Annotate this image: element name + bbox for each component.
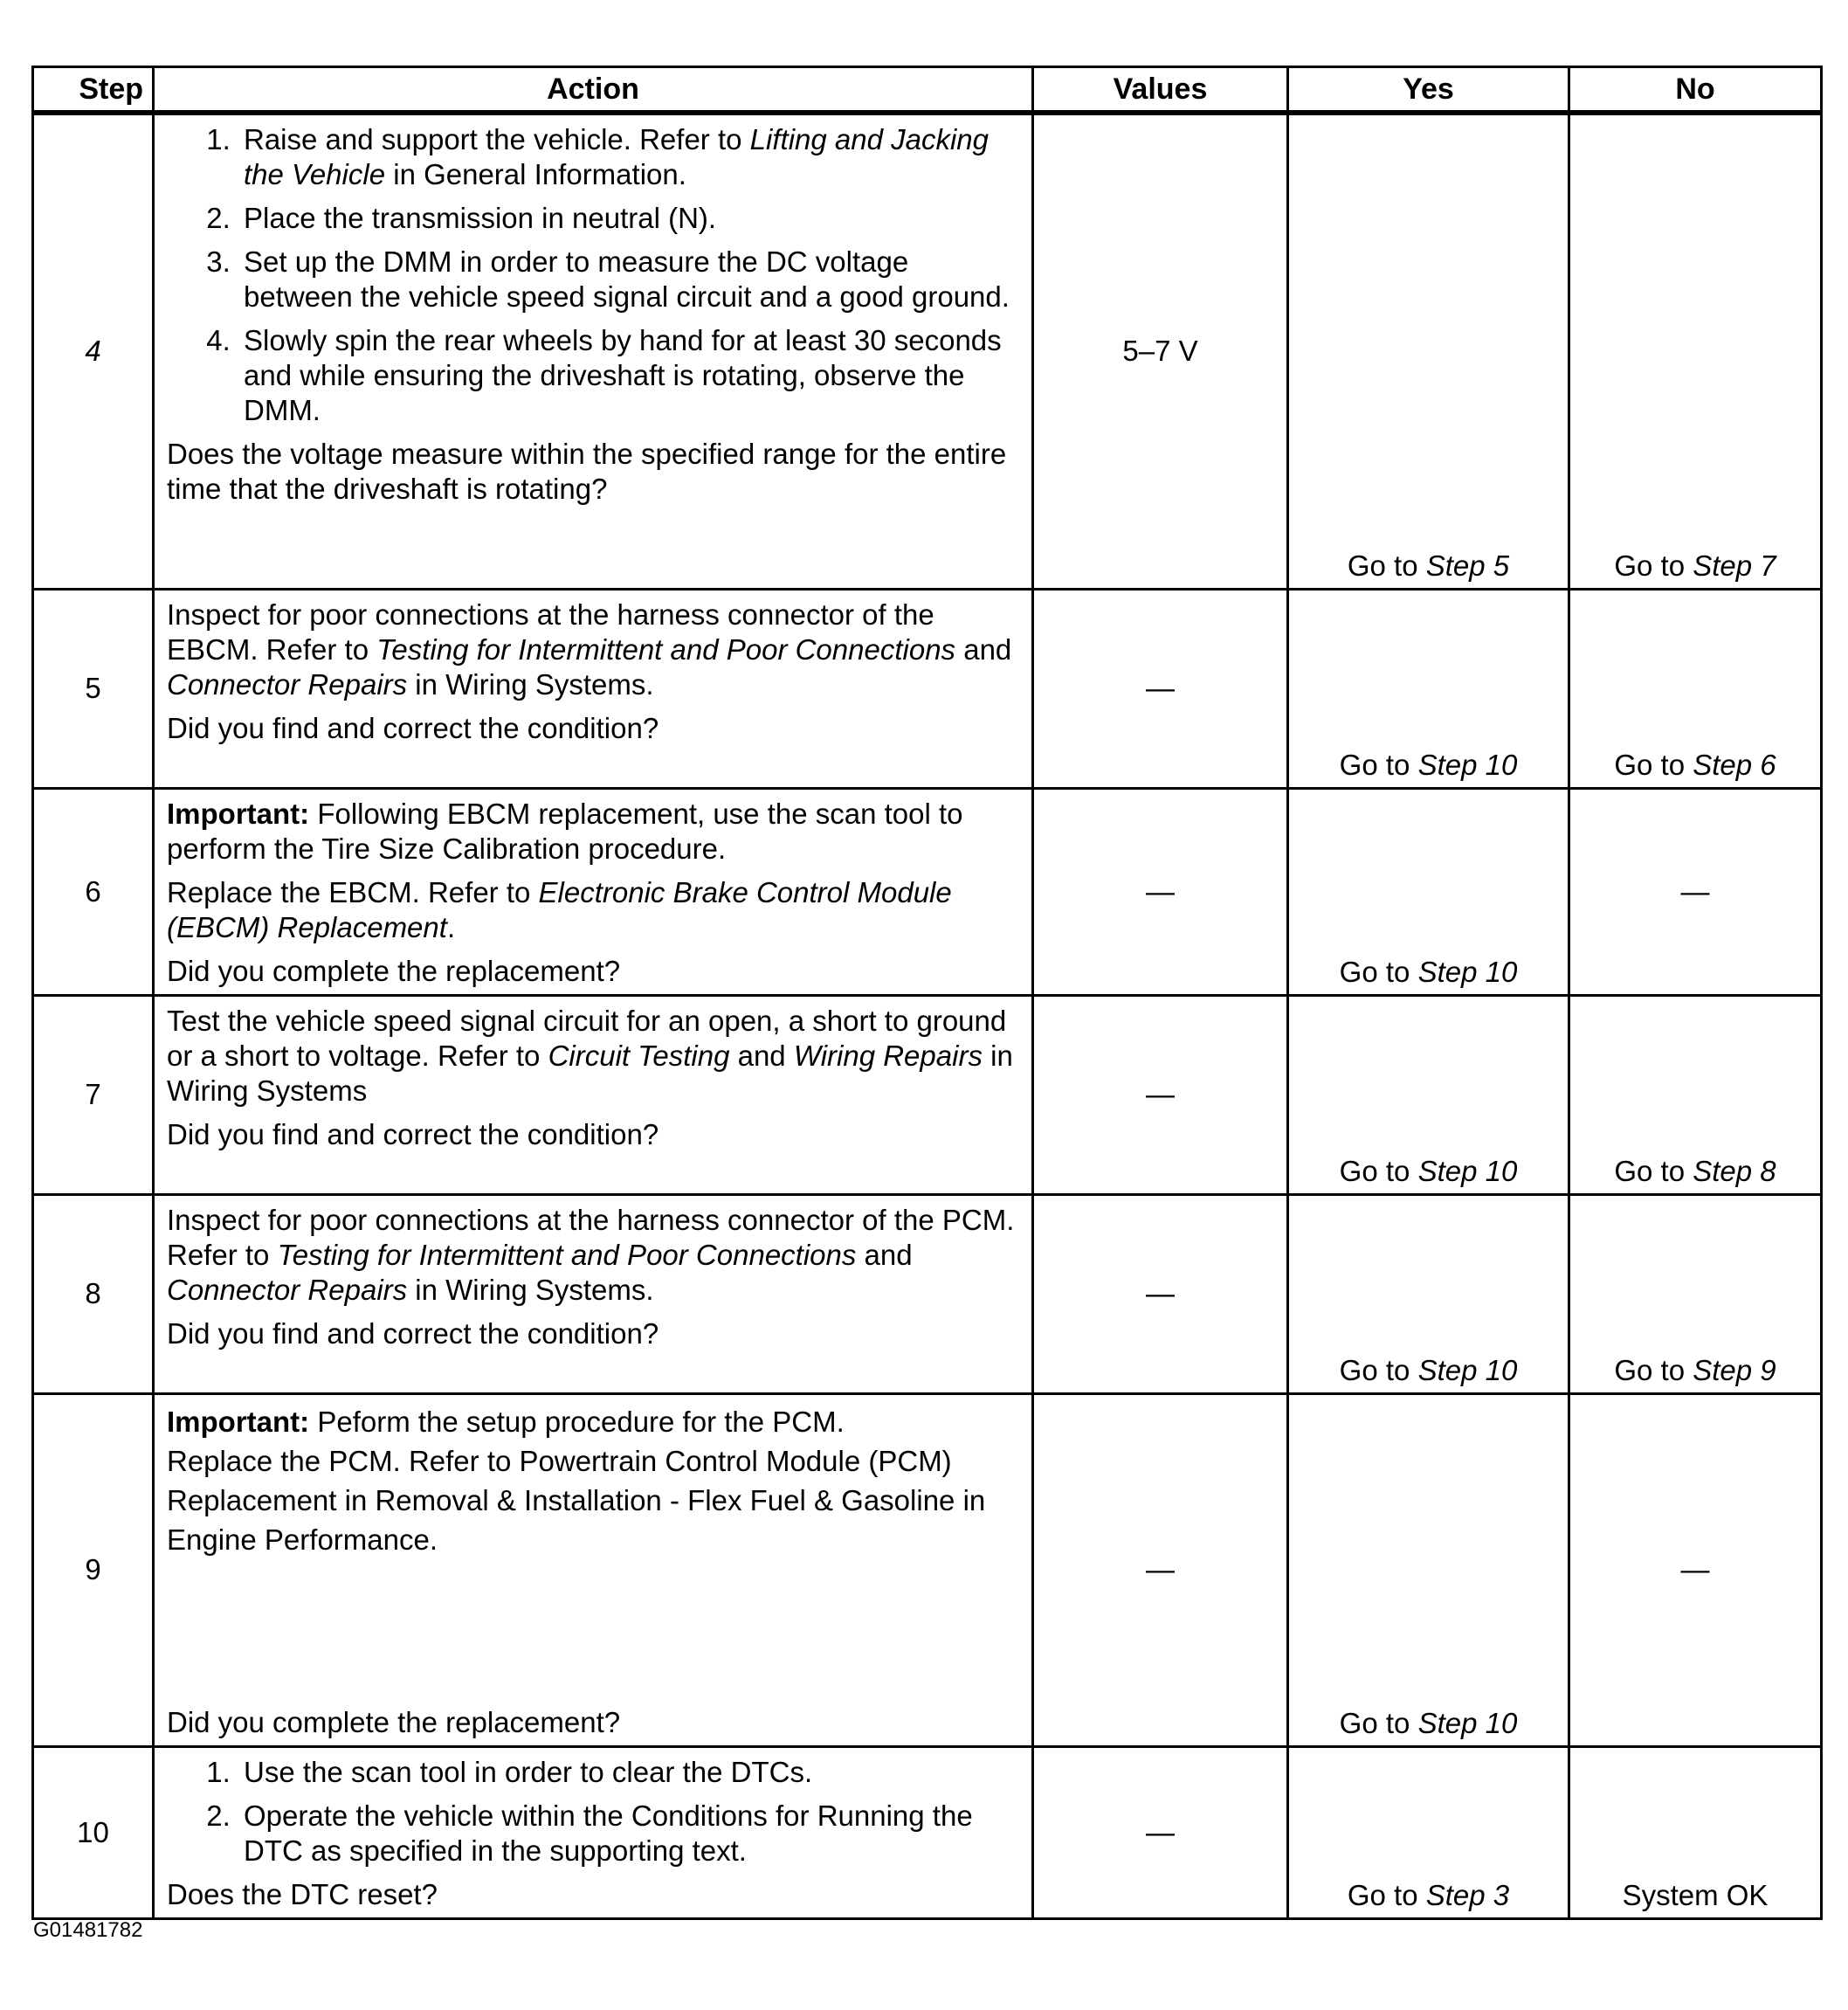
step-link: Step 3 [1425, 1878, 1510, 1911]
action-steps-list [167, 1755, 1019, 1868]
values-cell: — [1033, 788, 1288, 995]
list-item: 1. Raise and support the vehicle. Refer to Lifting and Jacking the Vehicle in General Information. [238, 122, 1019, 192]
table-row [33, 788, 1822, 995]
no-cell: Go to Step 9 [1569, 1194, 1822, 1393]
table-row [33, 1194, 1822, 1393]
yes-cell: Go to Step 5 [1288, 113, 1569, 589]
step-link: Step 6 [1693, 748, 1776, 781]
diagnostic-table [31, 66, 1823, 1920]
doc-reference: Wiring Repairs [793, 1039, 983, 1072]
action-cell [154, 113, 1033, 589]
action-question: Does the voltage measure within the specified range for the entire time that the driveshaft is rotating? [167, 438, 1007, 505]
action-question: Does the DTC reset? [167, 1877, 438, 1910]
action-cell: Inspect for poor connections at the harness connector of the EBCM. Refer to Testing for Intermittent and Poor Connections and Connector Repairs in Wiring Systems. Did you find and correct the condition? [154, 589, 1033, 788]
header-yes: Yes [1288, 67, 1569, 114]
table-row [33, 589, 1822, 788]
step-number: 5 [33, 589, 154, 788]
list-item: 2. Place the transmission in neutral (N). [238, 201, 1019, 236]
no-cell: Go to Step 7 [1569, 113, 1822, 589]
header-values: Values [1033, 67, 1288, 114]
doc-reference: Connector Repairs [167, 667, 408, 701]
step-number: 4 [33, 113, 154, 589]
diagnostic-table-sheet [31, 66, 1820, 1920]
doc-reference: Electronic Brake Control Module (EBCM) Replacement [167, 875, 952, 943]
yes-cell: Go to Step 10 [1288, 1194, 1569, 1393]
action-cell: Test the vehicle speed signal circuit for an open, a short to ground or a short to voltage. Refer to Circuit Testing and Wiring Repairs in Wiring Systems Did you find and correct the condition? [154, 995, 1033, 1194]
no-cell: — [1569, 1393, 1822, 1746]
table-row [33, 1746, 1822, 1918]
important-label: Important: [167, 797, 310, 830]
values-cell: — [1033, 589, 1288, 788]
action-question: Did you find and correct the condition? [167, 1316, 659, 1350]
table-row [33, 113, 1822, 589]
action-cell: Important: Following EBCM replacement, use the scan tool to perform the Tire Size Calibration procedure. Replace the EBCM. Refer to Electronic Brake Control Module (EBCM) Replacement. Did you complete the replacement? [154, 788, 1033, 995]
step-link: Step 7 [1693, 549, 1776, 582]
step-number: 8 [33, 1194, 154, 1393]
values-cell: — [1033, 1393, 1288, 1746]
table-row [33, 1393, 1822, 1746]
action-question: Did you find and correct the condition? [167, 711, 659, 744]
step-link: Step 10 [1417, 955, 1518, 988]
action-question: Did you complete the replacement? [167, 954, 621, 987]
step-link: Step 10 [1417, 1706, 1518, 1739]
step-link: Step 8 [1693, 1154, 1776, 1187]
step-link: Step 10 [1417, 1154, 1518, 1187]
list-item: 2. Operate the vehicle within the Conditions for Running the DTC as specified in the supporting text. [238, 1799, 1019, 1868]
values-cell: 5–7 V [1033, 113, 1288, 589]
values-cell: — [1033, 995, 1288, 1194]
header-no: No [1569, 67, 1822, 114]
action-cell: Inspect for poor connections at the harness connector of the PCM. Refer to Testing for Intermittent and Poor Connections and Connector Repairs in Wiring Systems. Did you find and correct the condition? [154, 1194, 1033, 1393]
doc-reference: Lifting and Jacking the Vehicle [244, 123, 990, 190]
doc-reference: Circuit Testing [548, 1039, 730, 1072]
step-link: Step 10 [1417, 1353, 1518, 1386]
yes-cell: Go to Step 10 [1288, 788, 1569, 995]
table-row [33, 995, 1822, 1194]
step-number: 9 [33, 1393, 154, 1746]
step-link: Step 10 [1417, 748, 1518, 781]
yes-cell: Go to Step 3 [1288, 1746, 1569, 1918]
doc-reference: Testing for Intermittent and Poor Connections [277, 1238, 857, 1271]
values-cell: — [1033, 1194, 1288, 1393]
step-link: Step 9 [1693, 1353, 1776, 1386]
important-note: Important: Following EBCM replacement, use the scan tool to perform the Tire Size Calibration procedure. [167, 797, 963, 865]
step-number: 6 [33, 788, 154, 995]
list-item: 3. Set up the DMM in order to measure the DC voltage between the vehicle speed signal circuit and a good ground. [238, 245, 1019, 314]
step-number: 7 [33, 995, 154, 1194]
no-cell: Go to Step 8 [1569, 995, 1822, 1194]
doc-reference: Connector Repairs [167, 1273, 408, 1306]
important-note: Important: Peform the setup procedure for the PCM. [167, 1405, 845, 1438]
important-label: Important: [167, 1405, 310, 1438]
yes-cell: Go to Step 10 [1288, 589, 1569, 788]
action-question: Did you complete the replacement? [167, 1705, 621, 1738]
figure-id: G01481782 [33, 1918, 143, 1942]
list-item: 1. Use the scan tool in order to clear the DTCs. [238, 1755, 1019, 1790]
table-header-row [33, 67, 1822, 114]
values-cell: — [1033, 1746, 1288, 1918]
list-item: 4. Slowly spin the rear wheels by hand for at least 30 seconds and while ensuring the driveshaft is rotating, observe the DMM. [238, 323, 1019, 428]
step-number: 10 [33, 1746, 154, 1918]
yes-cell: Go to Step 10 [1288, 1393, 1569, 1746]
doc-reference: Testing for Intermittent and Poor Connections [376, 632, 956, 666]
header-step: Step [33, 67, 154, 114]
header-action: Action [154, 67, 1033, 114]
no-cell: — [1569, 788, 1822, 995]
action-question: Did you find and correct the condition? [167, 1117, 659, 1150]
action-cell: Important: Peform the setup procedure for the PCM. Replace the PCM. Refer to Powertrain Control Module (PCM) Replacement in Removal & Installation - Flex Fuel & Gasoline in Engine Performance. Did you complete the replacement? [154, 1393, 1033, 1746]
yes-cell: Go to Step 10 [1288, 995, 1569, 1194]
step-link: Step 5 [1425, 549, 1510, 582]
no-cell: System OK [1569, 1746, 1822, 1918]
action-cell [154, 1746, 1033, 1918]
action-steps-list [167, 122, 1019, 428]
no-cell: Go to Step 6 [1569, 589, 1822, 788]
